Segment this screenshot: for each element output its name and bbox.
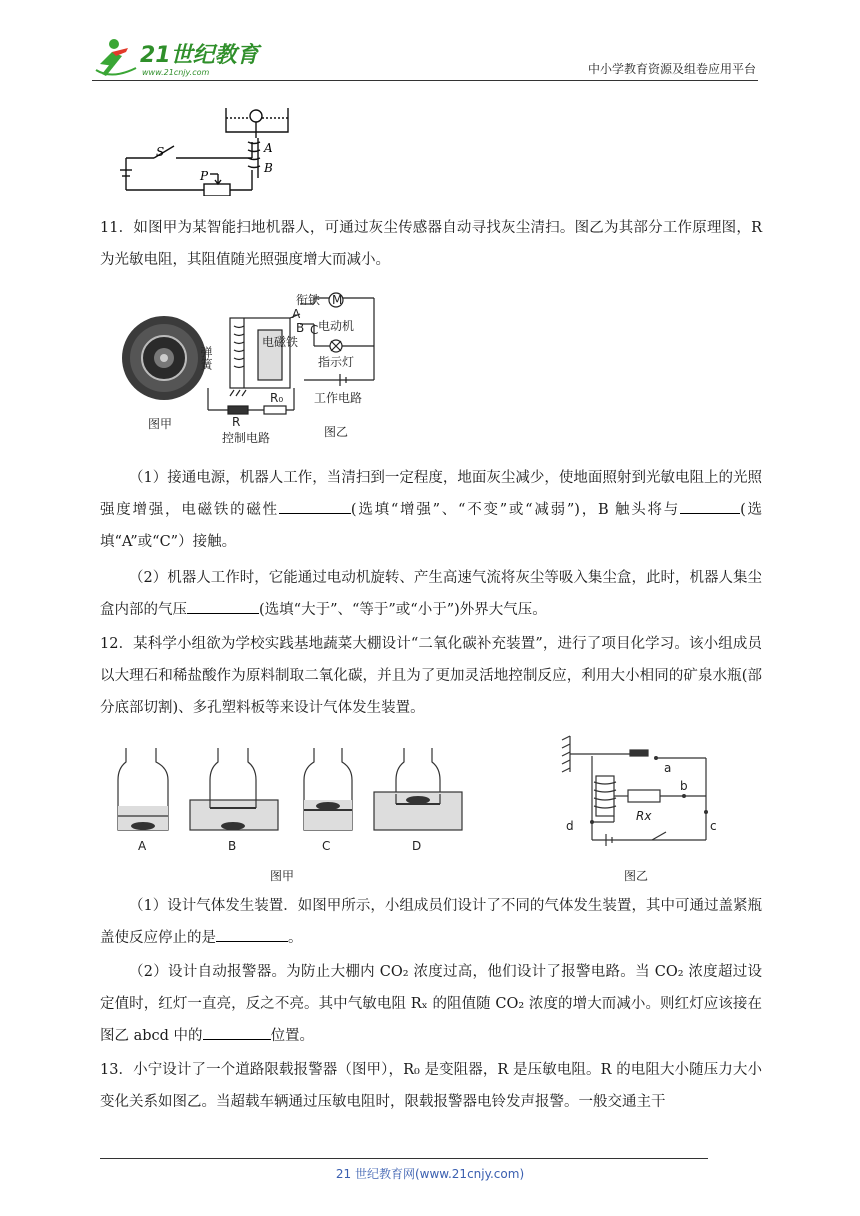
fig11-control-circuit: 控制电路 xyxy=(222,431,271,445)
q13-stem: 13．小宁设计了一个道路限载报警器（图甲），R₀ 是变阻器，R 是压敏电阻。R 的电阻大小随压力大小变化关系如图乙。当超载车辆通过压敏电阻时，限载报警器电铃发声报警。一般交通主干 xyxy=(100,1062,762,1110)
fig11-label-yi: 图乙 xyxy=(324,425,349,439)
fig12-label-yi: 图乙 xyxy=(624,869,649,883)
logo-text: 21世纪教育 xyxy=(140,43,259,68)
bottle-b: B xyxy=(228,839,237,853)
bottle-c: C xyxy=(322,839,331,853)
fig11-work-circuit: 工作电路 xyxy=(314,391,363,405)
fig11-tanhuang: 弹簧 xyxy=(199,346,213,370)
fig11-dianci: 电磁铁 xyxy=(262,335,299,349)
fig11-xiantie: 衔铁 xyxy=(296,293,321,307)
fig12-label-jia: 图甲 xyxy=(270,869,295,883)
fig11-r0: R₀ xyxy=(270,391,284,405)
bottle-d: D xyxy=(412,839,422,853)
figure-q12-yi xyxy=(556,732,732,890)
q11-sub1: （1）接通电源，机器人工作，当清扫到一定程度，地面灰尘减少，使地面照射到光敏电阻上的光照强度增强，电磁铁的磁性 (选填“增强”、“不变”或“减弱”)，B 触头将与 (选填“A”或“C”）接触。 xyxy=(100,470,762,550)
figure-q12-jia xyxy=(114,744,484,890)
fig12-a: a xyxy=(664,761,672,775)
label-p: P xyxy=(200,169,209,183)
q12-sub1: （1）设计气体发生装置．如图甲所示，小组成员们设计了不同的气体发生装置，其中可通过盖紧瓶盖使反应停止的是 。 xyxy=(100,898,762,946)
label-b: B xyxy=(264,161,273,175)
label-s: S xyxy=(156,145,165,159)
q12-stem: 12．某科学小组欲为学校实践基地蔬菜大棚设计“二氧化碳补充装置”，进行了项目化学习。该小组成员以大理石和稀盐酸作为原料制取二氧化碳，并且为了更加灵活地控制反应，利用大小相同的矿泉水瓶(部分底部切割)、多孔塑料板等来设计气体发生装置。 xyxy=(100,636,762,716)
fig11-b: B xyxy=(296,321,305,335)
logo-url: www.21cnjy.com xyxy=(142,68,210,77)
label-a: A xyxy=(264,141,273,155)
header-logo xyxy=(92,34,267,80)
fig11-r: R xyxy=(232,415,241,429)
fig11-lamp: 指示灯 xyxy=(318,355,355,369)
fig12-c: c xyxy=(710,819,717,833)
fig11-motor: 电动机 xyxy=(318,319,355,333)
fig11-c: C xyxy=(310,323,319,337)
fig11-a: A xyxy=(292,307,301,321)
runner-logo-icon xyxy=(96,39,136,76)
footer-text: 21 世纪教育网(www.21cnjy.com) xyxy=(335,1167,525,1181)
q11-sub2: （2）机器人工作时，它能通过电动机旋转、产生高速气流将灰尘等吸入集尘盒，此时，机器人集尘盒内部的气压 (选填“大于”、“等于”或“小于”)外界大气压。 xyxy=(100,570,762,618)
fig11-m: M xyxy=(332,293,343,307)
footer-divider xyxy=(100,1158,708,1159)
fig12-rx: Rx xyxy=(636,809,652,823)
header-platform-text: 中小学教育资源及组卷应用平台 xyxy=(587,62,756,76)
header-divider xyxy=(92,80,758,81)
figure-top-circuit xyxy=(118,104,298,196)
q12-sub2: （2）设计自动报警器。为防止大棚内 CO₂ 浓度过高，他们设计了报警电路。当 CO₂ 浓度超过设定值时，红灯一直亮，反之不亮。其中气敏电阻 Rₓ 的阻值随 CO₂ 浓度的增大而减小。则红灯应该接在图乙 abcd 中的 位置。 xyxy=(100,964,762,1044)
bottle-a: A xyxy=(138,839,147,853)
fig12-b: b xyxy=(680,779,688,793)
fig12-d: d xyxy=(566,819,574,833)
fig11-label-jia: 图甲 xyxy=(148,417,173,431)
robot-vacuum-icon xyxy=(122,316,206,400)
figure-q11 xyxy=(118,290,388,448)
q11-stem: 11．如图甲为某智能扫地机器人，可通过灰尘传感器自动寻找灰尘清扫。图乙为其部分工作原理图，R 为光敏电阻，其阻值随光照强度增大而减小。 xyxy=(100,220,762,268)
